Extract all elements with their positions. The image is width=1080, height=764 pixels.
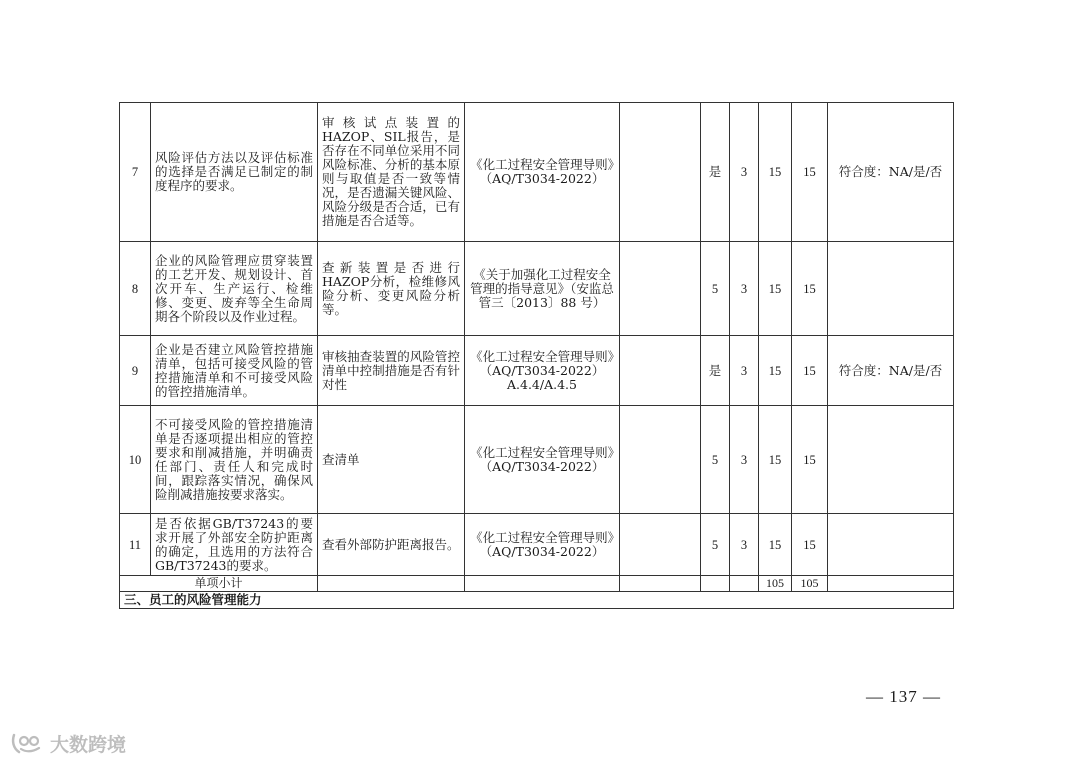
check-basis: 《化工过程安全管理导则》（AQ/T3034-2022）	[465, 514, 620, 576]
empty-cell	[465, 576, 620, 592]
row-number: 9	[120, 336, 151, 406]
cell-col9: 15	[792, 242, 828, 336]
cell-col8: 15	[759, 242, 792, 336]
checklist-table	[119, 102, 954, 609]
remark	[828, 406, 954, 514]
check-method: 查看外部防护距离报告。	[318, 514, 465, 576]
check-item: 不可接受风险的管控措施清单是否逐项提出相应的管控要求和削减措施，并明确责任部门、责任人和完成时间，跟踪落实情况，确保风险削减措施按要求落实。	[151, 406, 318, 514]
cell-col6: 是	[701, 103, 730, 242]
empty-cell	[701, 576, 730, 592]
subtotal-col9: 105	[792, 576, 828, 592]
cell-col6: 5	[701, 514, 730, 576]
watermark	[10, 730, 126, 756]
subtotal-label: 单项小计	[120, 576, 318, 592]
cell-col8: 15	[759, 406, 792, 514]
section-row	[120, 592, 954, 609]
cell-col7: 3	[730, 103, 759, 242]
cell-col5	[620, 514, 701, 576]
cell-col6: 5	[701, 406, 730, 514]
table-row	[120, 406, 954, 514]
cell-col8: 15	[759, 336, 792, 406]
empty-cell	[730, 576, 759, 592]
check-basis: 《化工过程安全管理导则》（AQ/T3034-2022）A.4.4/A.4.5	[465, 336, 620, 406]
section-heading: 三、员工的风险管理能力	[120, 592, 954, 609]
check-item: 企业的风险管理应贯穿装置的工艺开发、规划设计、首次开车、生产运行、检维修、变更、废弃等全生命周期各个阶段以及作业过程。	[151, 242, 318, 336]
check-method: 审核试点装置的HAZOP、SIL报告，是否存在不同单位采用不同风险标准、分析的基本原则与取值是否一致等情况，是否遗漏关键风险、风险分级是否合适，已有措施是否合适等。	[318, 103, 465, 242]
cell-col7: 3	[730, 406, 759, 514]
watermark-text: 大数跨境	[50, 733, 127, 756]
page-number: — 137 —	[866, 687, 941, 706]
check-method: 审核抽查装置的风险管控清单中控制措施是否有针对性	[318, 336, 465, 406]
cell-col7: 3	[730, 336, 759, 406]
empty-cell	[828, 576, 954, 592]
cell-col5	[620, 242, 701, 336]
cell-col9: 15	[792, 103, 828, 242]
check-item: 风险评估方法以及评估标准的选择是否满足已制定的制度程序的要求。	[151, 103, 318, 242]
check-basis: 《关于加强化工过程安全管理的指导意见》（安监总管三〔2013〕88 号）	[465, 242, 620, 336]
remark: 符合度：NA/是/否	[828, 103, 954, 242]
check-basis: 《化工过程安全管理导则》（AQ/T3034-2022）	[465, 406, 620, 514]
remark	[828, 242, 954, 336]
cell-col5	[620, 336, 701, 406]
cell-col6: 5	[701, 242, 730, 336]
cell-col5	[620, 103, 701, 242]
check-method: 查清单	[318, 406, 465, 514]
empty-cell	[318, 576, 465, 592]
table-row	[120, 514, 954, 576]
check-item: 是否依据GB/T37243的要求开展了外部安全防护距离的确定，且选用的方法符合GB/T37243的要求。	[151, 514, 318, 576]
cell-col8: 15	[759, 103, 792, 242]
cell-col9: 15	[792, 514, 828, 576]
check-item: 企业是否建立风险管控措施清单，包括可接受风险的管控措施清单和不可接受风险的管控措施清单。	[151, 336, 318, 406]
check-method: 查新装置是否进行HAZOP分析，检维修风险分析、变更风险分析等。	[318, 242, 465, 336]
subtotal-col8: 105	[759, 576, 792, 592]
row-number: 10	[120, 406, 151, 514]
remark: 符合度：NA/是/否	[828, 336, 954, 406]
empty-cell	[620, 576, 701, 592]
watermark-logo-icon	[10, 731, 46, 755]
cell-col8: 15	[759, 514, 792, 576]
cell-col9: 15	[792, 406, 828, 514]
table-row	[120, 336, 954, 406]
cell-col7: 3	[730, 242, 759, 336]
check-basis: 《化工过程安全管理导则》（AQ/T3034-2022）	[465, 103, 620, 242]
table-row	[120, 242, 954, 336]
cell-col5	[620, 406, 701, 514]
cell-col9: 15	[792, 336, 828, 406]
row-number: 7	[120, 103, 151, 242]
subtotal-row	[120, 576, 954, 592]
row-number: 8	[120, 242, 151, 336]
table-row	[120, 103, 954, 242]
row-number: 11	[120, 514, 151, 576]
remark	[828, 514, 954, 576]
cell-col7: 3	[730, 514, 759, 576]
cell-col6: 是	[701, 336, 730, 406]
